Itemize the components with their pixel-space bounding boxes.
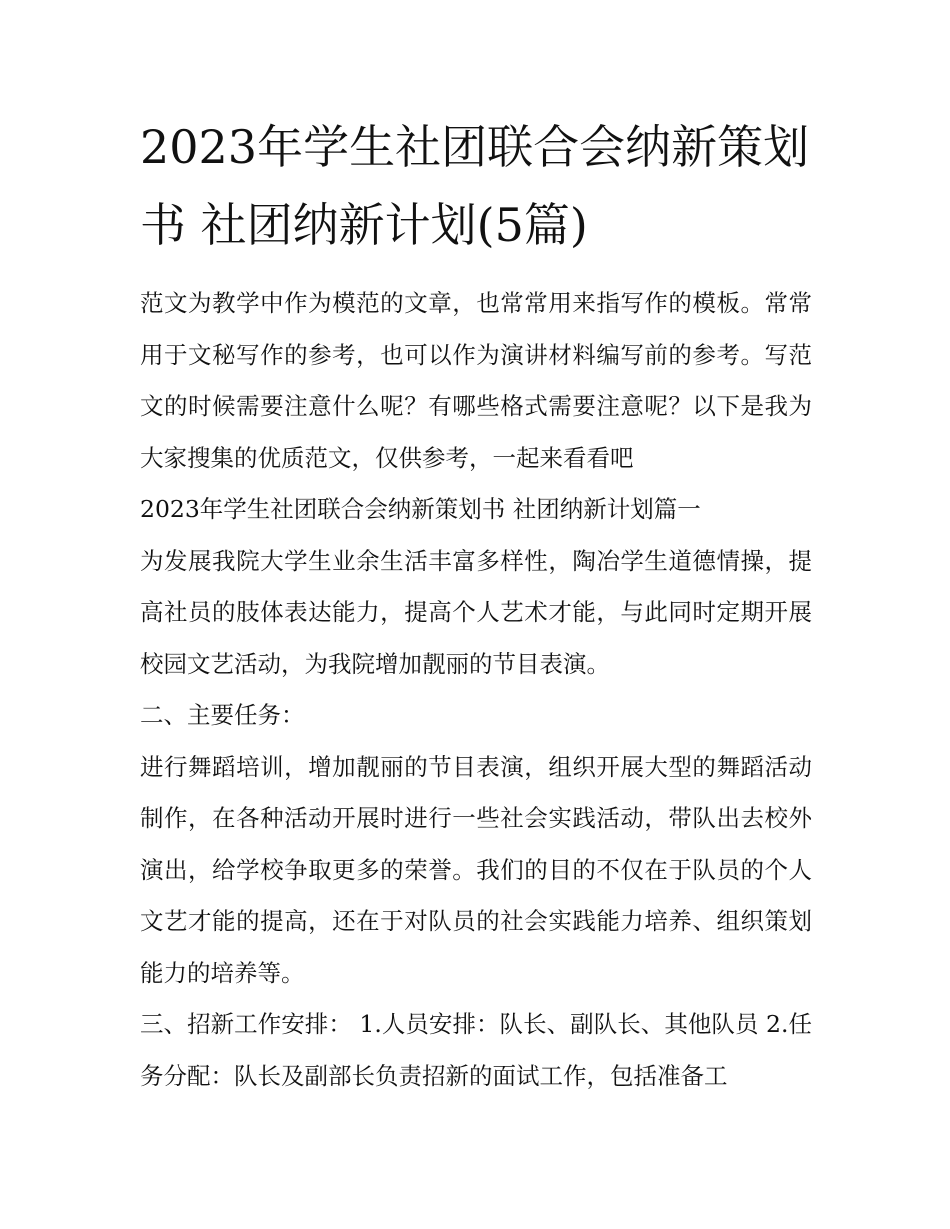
document-page <box>140 108 812 1102</box>
tasks-heading: 二、主要任务： <box>140 701 305 729</box>
section-heading: 2023年学生社团联合会纳新策划书 社团纳新计划篇一 <box>140 495 701 523</box>
purpose-paragraph: 为发展我院大学生业余生活丰富多样性，陶冶学生道德情操，提高社员的肢体表达能力，提高个人艺术才能，与此同时定期开展校园文艺活动，为我院增加靓丽的节目表演。 <box>140 546 812 678</box>
document-body <box>140 278 812 1102</box>
tasks-paragraph: 进行舞蹈培训，增加靓丽的节目表演，组织开展大型的舞蹈活动制作，在各种活动开展时进行一些社会实践活动，带队出去校外演出，给学校争取更多的荣誉。我们的目的不仅在于队员的个人文艺才能的提高，还在于对队员的社会实践能力培养、组织策划能力的培养等。 <box>140 752 812 987</box>
document-title: 2023年学生社团联合会纳新策划书 社团纳新计划(5篇) <box>140 120 810 252</box>
intro-paragraph: 范文为教学中作为模范的文章，也常常用来指写作的模板。常常用于文秘写作的参考，也可以作为演讲材料编写前的参考。写范文的时候需要注意什么呢？有哪些格式需要注意呢？以下是我为大家搜集的优质范文，仅供参考，一起来看看吧 <box>140 289 812 472</box>
recruitment-paragraph: 三、招新工作安排： 1.人员安排：队长、副队长、其他队员 2.任务分配：队长及副部长负责招新的面试工作，包括准备工 <box>140 1010 812 1090</box>
